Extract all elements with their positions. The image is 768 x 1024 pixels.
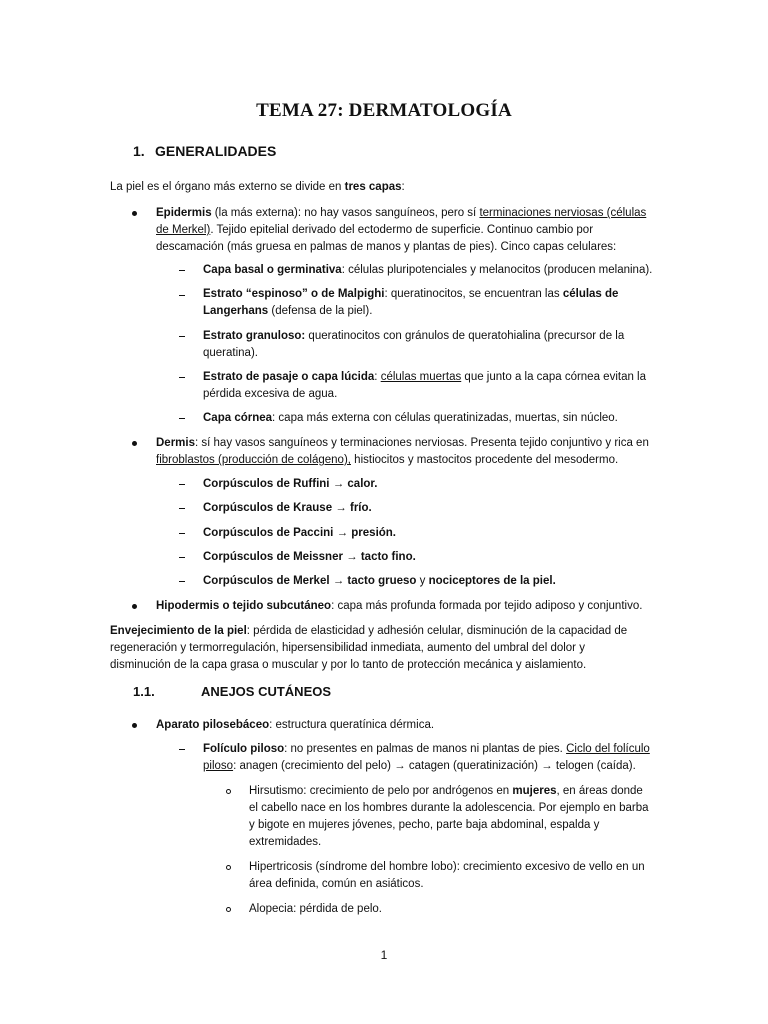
epidermis-underlined: terminaciones nerviosas (células <box>479 207 647 219</box>
corpuscle-name: Corpúsculos de Meissner <box>203 551 347 563</box>
epi-layer-desc: : capa más externa con células queratinizadas, muertas, sin núcleo. <box>272 412 618 424</box>
arrow-right-icon: → <box>332 575 345 587</box>
hair-item-bold: mujeres <box>512 785 557 797</box>
corpuscle-item <box>203 500 372 517</box>
arrow-right-icon: → <box>346 551 358 563</box>
epidermis-text: (la más externa): no hay vasos sanguíneos, pero sí <box>211 207 480 219</box>
corpuscle-item <box>203 525 396 542</box>
dash-icon <box>179 418 185 419</box>
dermis-paragraph <box>156 435 676 469</box>
foliculo-label: Folículo piloso <box>203 743 285 755</box>
hipodermis-label: Hipodermis o tejido subcutáneo <box>156 600 332 612</box>
dash-icon <box>179 377 185 378</box>
hair-item-text-2: el cabello nace en los hombres durante la adolescencia. Por ejemplo en barba <box>249 802 649 814</box>
aparato-paragraph <box>156 717 434 734</box>
epi-layer-item <box>203 328 663 362</box>
hair-item <box>249 859 679 893</box>
hair-item-text-4: extremidades. <box>249 836 322 848</box>
corpuscle-function: presión. <box>348 527 397 539</box>
epi-layer-name: Capa basal o germinativa <box>203 264 342 276</box>
hair-item <box>249 783 679 851</box>
section-title: GENERALIDADES <box>155 143 277 159</box>
foliculo-underlined: Ciclo del folículo <box>566 743 650 755</box>
hair-item-text-b: , en áreas donde <box>556 785 643 797</box>
dash-icon <box>179 508 185 509</box>
corpuscle-item <box>203 476 377 493</box>
aging-text-3: disminución de la capa grasa o muscular y por lo tanto de protección mecánica y aislamiento. <box>110 659 587 671</box>
foliculo-text: : no presentes en palmas de manos ni plantas de pies. <box>284 743 567 755</box>
epidermis-text-2: . Tejido epitelial derivado del ectodermo de superficie. Continuo cambio por <box>210 224 594 236</box>
epi-layer-sep: : <box>374 371 381 383</box>
epi-layer-item <box>203 369 663 403</box>
epi-layer-desc: : queratinocitos, se encuentran las <box>384 288 563 300</box>
hair-item <box>249 901 382 918</box>
bullet-icon <box>132 441 137 446</box>
epi-layer-bold: células de <box>562 288 619 300</box>
corpuscle-function: frío. <box>346 502 372 514</box>
corpuscle-name: Corpúsculos de Krause <box>203 502 336 514</box>
hair-item-text: Alopecia: pérdida de pelo. <box>249 903 382 915</box>
section-number: 1. <box>133 143 145 159</box>
foliculo-text-2: : anagen (crecimiento del pelo) → catagen (queratinización) → telogen (caída). <box>233 760 636 772</box>
page-number: 1 <box>380 948 388 962</box>
arrow-right-icon: → <box>335 502 347 514</box>
corpuscle-conj: y <box>416 575 429 587</box>
hipodermis-paragraph <box>156 598 642 615</box>
dash-icon <box>179 581 185 582</box>
epi-layer-desc: : células pluripotenciales y melanocitos (producen melanina). <box>341 264 653 276</box>
epidermis-underlined-2: de Merkel) <box>156 224 211 236</box>
dermis-text-2: histiocitos y mastocitos procedente del mesodermo. <box>350 454 619 466</box>
hair-item-text: Hirsutismo: crecimiento de pelo por andrógenos en <box>249 785 513 797</box>
section-number: 1.1. <box>133 684 155 699</box>
section-heading-anejos <box>133 684 331 699</box>
epi-layer-desc-2: queratina). <box>203 347 258 359</box>
circle-bullet-icon <box>226 865 231 870</box>
intro-bold: tres capas <box>344 181 402 193</box>
aparato-label: Aparato pilosebáceo <box>156 719 270 731</box>
hair-item-text-3: y bigote en mujeres jóvenes, pecho, parte baja abdominal, espalda y <box>249 819 600 831</box>
dermis-underlined: fibroblastos (producción de colágeno), <box>156 454 351 466</box>
hair-item-text-2: área definida, común en asiáticos. <box>249 878 424 890</box>
dash-icon <box>179 270 185 271</box>
epi-layer-item <box>203 286 663 320</box>
corpuscle-name: Corpúsculos de Merkel <box>203 575 333 587</box>
corpuscle-item <box>203 549 416 566</box>
dash-icon <box>179 295 185 296</box>
document-title: TEMA 27: DERMATOLOGÍA <box>256 100 512 121</box>
circle-bullet-icon <box>226 789 231 794</box>
epi-layer-name: Estrato granuloso: <box>203 330 306 342</box>
dash-icon <box>179 484 185 485</box>
epi-layer-name: Capa córnea <box>203 412 273 424</box>
dash-icon <box>179 749 185 750</box>
epi-layer-desc: queratinocitos con gránulos de queratohialina (precursor de la <box>305 330 625 342</box>
aging-text: : pérdida de elasticidad y adhesión celular, disminución de la capacidad de <box>246 625 628 637</box>
aparato-text: : estructura queratínica dérmica. <box>269 719 435 731</box>
corpuscle-function: tacto grueso <box>344 575 417 587</box>
dermis-text: : sí hay vasos sanguíneos y terminaciones nerviosas. Presenta tejido conjuntivo y rica en <box>195 437 649 449</box>
epi-layer-desc-2: pérdida excesiva de agua. <box>203 388 338 400</box>
hipodermis-text: : capa más profunda formada por tejido adiposo y conjuntivo. <box>331 600 643 612</box>
epidermis-label: Epidermis <box>156 207 212 219</box>
bullet-icon <box>132 604 137 609</box>
corpuscle-name: Corpúsculos de Paccini <box>203 527 337 539</box>
foliculo-underlined-2: piloso <box>203 760 234 772</box>
epi-layer-underlined: células muertas <box>380 371 462 383</box>
corpuscle-function: calor. <box>344 478 378 490</box>
intro-paragraph <box>110 179 405 196</box>
epidermis-text-3: descamación (más gruesa en palmas de manos y plantas de pies). Cinco capas celulares: <box>156 241 617 253</box>
section-title: ANEJOS CUTÁNEOS <box>201 684 332 699</box>
circle-bullet-icon <box>226 907 231 912</box>
bullet-icon <box>132 723 137 728</box>
aging-paragraph <box>110 623 690 674</box>
foliculo-paragraph <box>203 741 673 775</box>
corpuscle-name: Corpúsculos de Ruffini <box>203 478 333 490</box>
epi-layer-item <box>203 410 618 427</box>
corpuscle-item <box>203 573 556 590</box>
arrow-right-icon: → <box>332 478 345 490</box>
aging-label: Envejecimiento de la piel <box>110 625 247 637</box>
bullet-icon <box>132 211 137 216</box>
intro-end: : <box>401 181 405 193</box>
dash-icon <box>179 533 185 534</box>
aging-text-2: regeneración y termorregulación, hipersensibilidad inmediata, aumento del umbral del dolor y <box>110 642 585 654</box>
corpuscle-function-2: nociceptores de la piel. <box>428 575 556 587</box>
dash-icon <box>179 336 185 337</box>
epi-layer-item <box>203 262 652 279</box>
hair-item-text: Hipertricosis (síndrome del hombre lobo): crecimiento excesivo de vello en un <box>249 861 645 873</box>
section-heading-generalidades <box>133 143 276 159</box>
intro-text: La piel es el órgano más externo se divide en <box>110 181 345 193</box>
dermis-label: Dermis <box>156 437 195 449</box>
arrow-right-icon: → <box>336 527 349 539</box>
dash-icon <box>179 557 185 558</box>
epi-layer-desc-2: (defensa de la piel). <box>268 305 373 317</box>
epi-layer-bold-2: Langerhans <box>203 305 269 317</box>
corpuscle-function: tacto fino. <box>357 551 416 563</box>
epi-layer-desc: que junto a la capa córnea evitan la <box>461 371 647 383</box>
epi-layer-name: Estrato “espinoso” o de Malpighi <box>203 288 385 300</box>
epidermis-paragraph <box>156 205 676 256</box>
epi-layer-name: Estrato de pasaje o capa lúcida <box>203 371 375 383</box>
